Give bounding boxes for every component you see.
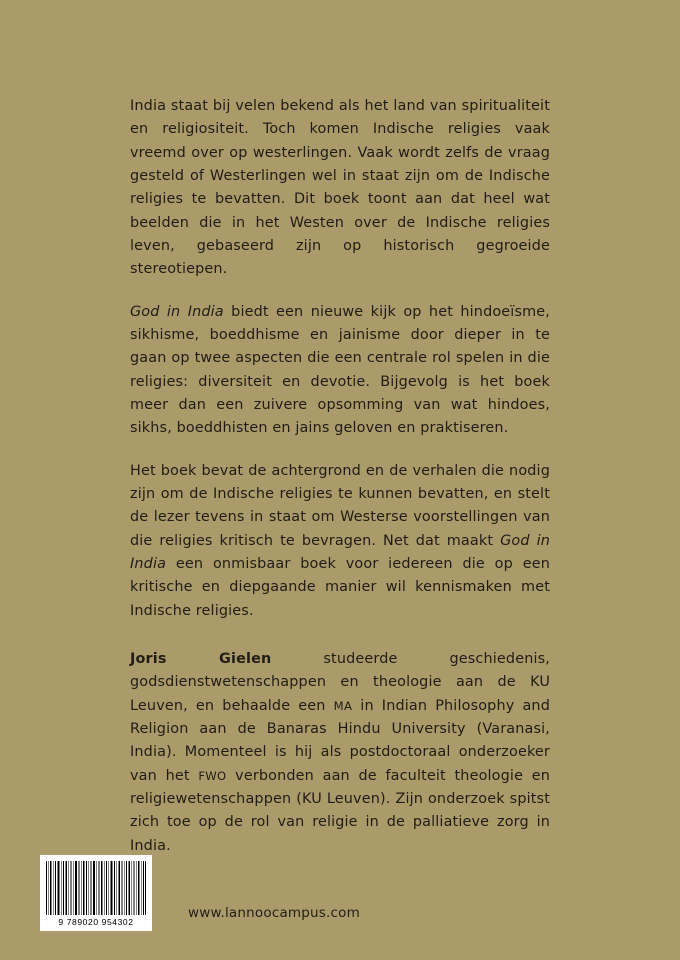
barcode-icon — [46, 861, 146, 915]
book-title-italic-2: God in India — [130, 532, 550, 572]
author-bio-part3: verbonden aan de faculteit theologie en religiewetenschappen (KU Leuven). Zijn onderzoek spitst zich toe op de rol van religie in de palliatieve zorg in India. — [130, 767, 551, 854]
book-title-italic-1: God in India — [130, 303, 224, 320]
barcode-number: 9 789020 954302 — [58, 917, 134, 927]
publisher-website[interactable]: www.lannoocampus.com — [188, 905, 360, 921]
blurb-paragraph-1: India staat bij velen bekend als het land van spiritualiteit en religiositeit. Toch komen Indische religies vaak vreemd over op westerlingen. Vaak wordt zelfs de vraag gesteld of Westerlingen wel in staat zijn om de Indische religies te bevatten. Dit boek toont aan dat heel wat beelden die in het Westen over de Indische religies leven, gebaseerd zijn op historisch gegroeide stereotiepen. — [130, 98, 550, 278]
barcode-block — [40, 855, 152, 931]
blurb-paragraph-2 — [130, 301, 550, 441]
blurb-paragraph-3-start: Het boek bevat de achtergrond en de verhalen die nodig zijn om de Indische religies te kunnen bevatten, en stelt de lezer tevens in staat om Westerse voorstellingen van die religies kritisch te bevragen. Net dat maakt — [130, 462, 550, 549]
blurb-paragraph-3 — [130, 460, 550, 623]
degree-abbreviation: MA — [333, 698, 353, 713]
author-name: Joris Gielen — [130, 650, 272, 667]
author-bio-paragraph — [130, 648, 550, 858]
author-bio-part1: studeerde geschiedenis, godsdienstwetenschappen en theologie aan de KU Leuven, en behaalde een — [130, 650, 550, 714]
blurb-paragraph-2-rest: biedt een nieuwe kijk op het hindoeïsme, sikhisme, boeddhisme en jainisme door dieper in te gaan op twee aspecten die een centrale rol spelen in die religies: diversiteit en devotie. Bijgevolg is het boek meer dan een zuivere opsomming van wat hindoes, sikhs, boeddhisten en jains geloven en praktiseren. — [130, 303, 550, 437]
author-bio-part2: in Indian Philosophy and Religion aan de Banaras Hindu University (Varanasi, India). Momenteel is hij als postdoctoraal onderzoeker van het — [130, 697, 550, 784]
blurb-paragraph-3-end: een onmisbaar boek voor iedereen die op een kritische en diepgaande manier wil kennismaken met Indische religies. — [130, 555, 550, 619]
blurb-text-block — [130, 95, 550, 858]
funder-abbreviation: FWO — [198, 768, 227, 783]
